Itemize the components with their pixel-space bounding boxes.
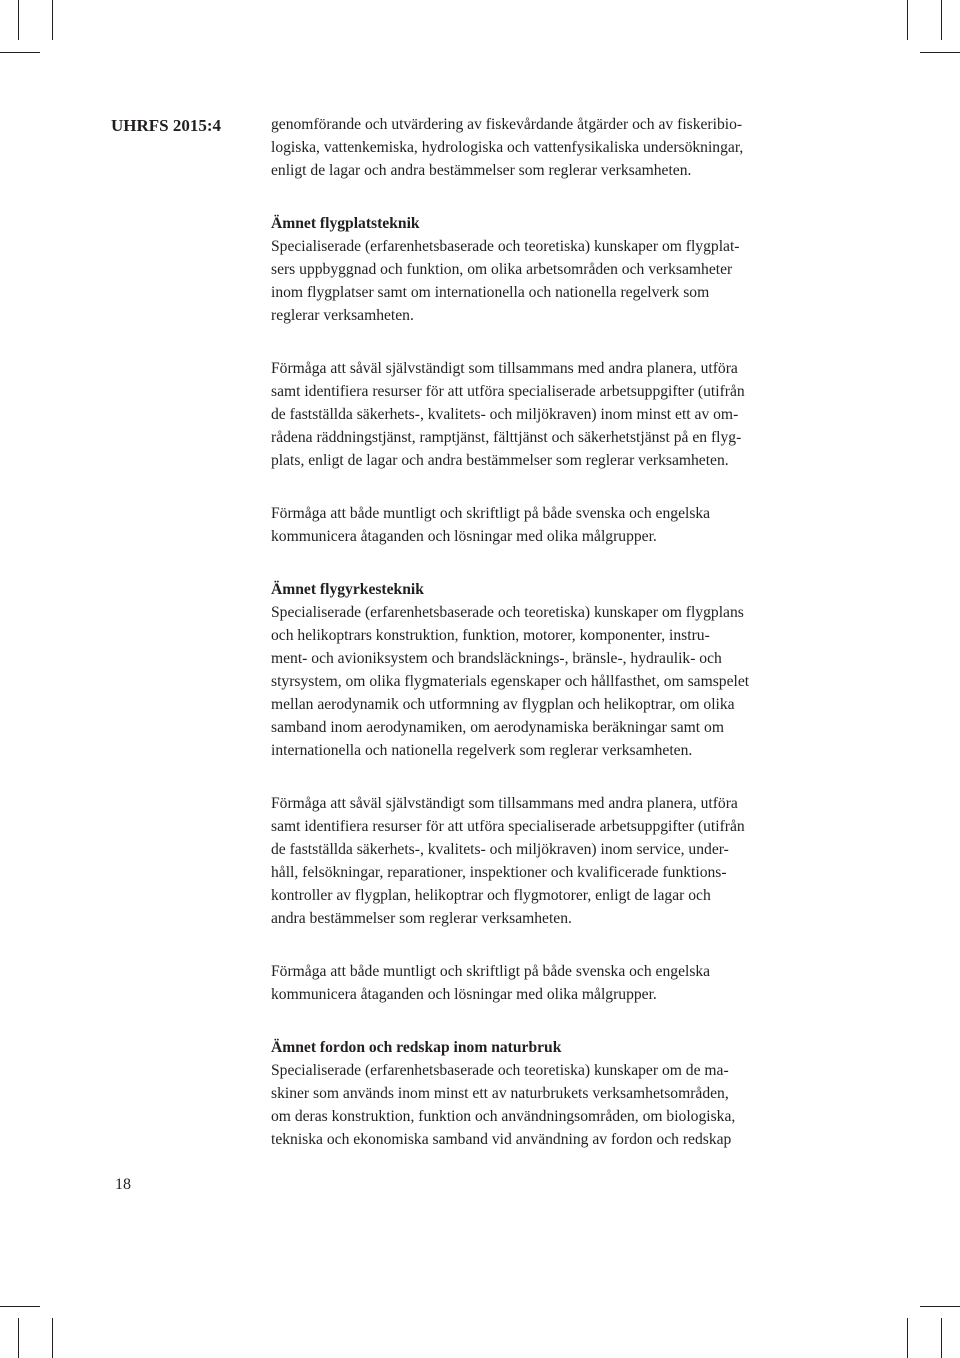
paragraph xyxy=(271,357,811,472)
section xyxy=(271,578,811,1006)
paragraph xyxy=(271,502,811,548)
text-line: kommunicera åtaganden och lösningar med olika målgrupper. xyxy=(271,528,657,545)
crop-mark xyxy=(18,0,19,40)
text-line: Förmåga att såväl självständigt som tillsammans med andra planera, utföra xyxy=(271,360,738,377)
text-line: Förmåga att både muntligt och skriftligt på både svenska och engelska xyxy=(271,963,711,980)
text-line: kontroller av flygplan, helikoptrar och flygmotorer, enligt de lagar och xyxy=(271,887,711,904)
text-line: Specialiserade (erfarenhetsbaserade och teoretiska) kunskaper om flygplans xyxy=(271,604,744,621)
text-line: de fastställda säkerhets-, kvalitets- och miljökraven) inom service, under- xyxy=(271,841,729,858)
intro-paragraph xyxy=(271,113,811,182)
section-heading: Ämnet flygyrkesteknik xyxy=(271,581,424,598)
text-line: Förmåga att såväl självständigt som tillsammans med andra planera, utföra xyxy=(271,795,738,812)
text-line: rådena räddningstjänst, ramptjänst, fälttjänst och säkerhetstjänst på en flyg- xyxy=(271,429,742,446)
crop-mark xyxy=(0,52,40,53)
text-line: inom flygplatser samt om internationella och nationella regelverk som xyxy=(271,284,710,301)
paragraph xyxy=(271,792,811,930)
text-line: sers uppbyggnad och funktion, om olika arbetsområden och verksamheter xyxy=(271,261,733,278)
text-line: internationella och nationella regelverk som reglerar verksamheten. xyxy=(271,742,693,759)
crop-mark xyxy=(18,1318,19,1358)
page-number: 18 xyxy=(115,1176,131,1193)
text-line: om deras konstruktion, funktion och användningsområden, om biologiska, xyxy=(271,1108,736,1125)
section-heading: Ämnet flygplatsteknik xyxy=(271,215,420,232)
paragraph xyxy=(271,960,811,1006)
paragraph xyxy=(271,601,811,762)
section xyxy=(271,212,811,548)
crop-mark xyxy=(52,1318,53,1358)
text-line: plats, enligt de lagar och andra bestämmelser som reglerar verksamheten. xyxy=(271,452,729,469)
text-line: enligt de lagar och andra bestämmelser som reglerar verksamheten. xyxy=(271,162,692,179)
crop-mark xyxy=(920,52,960,53)
text-line: samt identifiera resurser för att utföra specialiserade arbetsuppgifter (utifrån xyxy=(271,818,745,835)
section xyxy=(271,1036,811,1151)
text-line: tekniska och ekonomiska samband vid användning av fordon och redskap xyxy=(271,1131,732,1148)
text-line: genomförande och utvärdering av fiskevårdande åtgärder och av fiskeribio- xyxy=(271,116,743,133)
text-line: ment- och avioniksystem och brandsläcknings-, bränsle-, hydraulik- och xyxy=(271,650,722,667)
text-line: skiner som används inom minst ett av naturbrukets verksamhetsområden, xyxy=(271,1085,729,1102)
main-content xyxy=(271,113,811,1181)
document-identifier: UHRFS 2015:4 xyxy=(111,116,222,135)
paragraph xyxy=(271,1059,811,1151)
crop-mark xyxy=(907,0,908,40)
text-line: de fastställda säkerhets-, kvalitets- och miljökraven) inom minst ett av om- xyxy=(271,406,739,423)
paragraph xyxy=(271,235,811,327)
crop-mark xyxy=(0,1306,40,1307)
text-line: Specialiserade (erfarenhetsbaserade och teoretiska) kunskaper om flygplat- xyxy=(271,238,740,255)
crop-mark xyxy=(907,1318,908,1358)
text-line: kommunicera åtaganden och lösningar med olika målgrupper. xyxy=(271,986,657,1003)
text-line: styrsystem, om olika flygmaterials egenskaper och hållfasthet, om samspelet xyxy=(271,673,750,690)
text-line: Förmåga att både muntligt och skriftligt på både svenska och engelska xyxy=(271,505,711,522)
text-line: samt identifiera resurser för att utföra specialiserade arbetsuppgifter (utifrån xyxy=(271,383,745,400)
crop-mark xyxy=(52,0,53,40)
text-line: reglerar verksamheten. xyxy=(271,307,414,324)
section-heading: Ämnet fordon och redskap inom naturbruk xyxy=(271,1039,562,1056)
text-line: och helikoptrars konstruktion, funktion, motorer, komponenter, instru- xyxy=(271,627,710,644)
crop-mark xyxy=(941,1318,942,1358)
sections xyxy=(271,212,811,1151)
text-line: logiska, vattenkemiska, hydrologiska och vattenfysikaliska undersökningar, xyxy=(271,139,744,156)
crop-mark xyxy=(920,1306,960,1307)
text-line: mellan aerodynamik och utformning av flygplan och helikoptrar, om olika xyxy=(271,696,735,713)
text-line: Specialiserade (erfarenhetsbaserade och teoretiska) kunskaper om de ma- xyxy=(271,1062,729,1079)
text-line: håll, felsökningar, reparationer, inspektioner och kvalificerade funktions- xyxy=(271,864,727,881)
crop-mark xyxy=(941,0,942,40)
text-line: samband inom aerodynamiken, om aerodynamiska beräkningar samt om xyxy=(271,719,724,736)
text-line: andra bestämmelser som reglerar verksamheten. xyxy=(271,910,572,927)
